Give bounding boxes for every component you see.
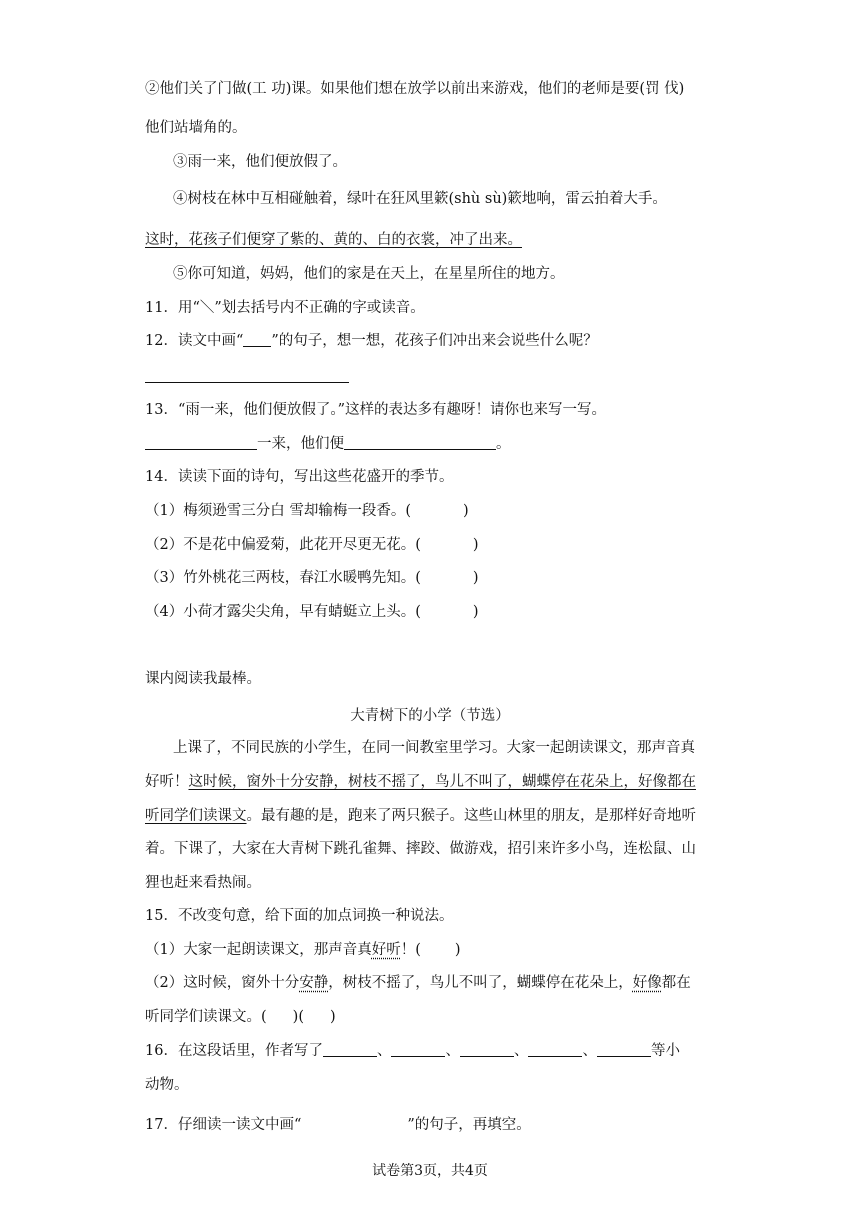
passage-2-line-4: 着。下课了，大家在大青树下跳孔雀舞、摔跤、做游戏，招引来许多小鸟，连松鼠、山 xyxy=(145,841,696,857)
answer-blank[interactable] xyxy=(323,1042,377,1057)
text-fragment: ，树枝不摇了，鸟儿不叫了，蝴蝶停在花朵上， xyxy=(328,975,633,991)
poem-line: （2）不是花中偏爱菊，此花开尽更无花。( xyxy=(145,537,421,553)
text-fragment: （2）这时候，窗外十分 xyxy=(145,975,300,991)
question-15-item-2-line-1 xyxy=(145,972,720,994)
question-12-prefix: 12．读文中画“ xyxy=(145,333,244,349)
answer-blank[interactable] xyxy=(145,368,349,383)
question-15-item-1 xyxy=(145,939,720,961)
question-15: 15．不改变句意，给下面的加点词换一种说法。 xyxy=(145,908,454,924)
question-11: 11．用“＼”划去括号内不正确的字或读音。 xyxy=(145,300,425,316)
underlined-sentence: 这时候，窗外十分安静，树枝不摇了，鸟儿不叫了，蝴蝶停在花朵上，好像都在 xyxy=(188,774,696,790)
answer-blank[interactable] xyxy=(528,1042,582,1057)
close-paren: ) xyxy=(472,604,479,620)
question-14-item-4 xyxy=(145,601,720,623)
separator: 、 xyxy=(513,1043,529,1059)
text-fragment: 好听！ xyxy=(145,774,189,790)
passage-title: 大青树下的小学（节选） xyxy=(350,708,510,724)
question-14: 14．读读下面的诗句，写出这些花盛开的季节。 xyxy=(145,469,454,485)
passage-sentence-5: ⑤你可知道，妈妈，他们的家是在天上，在星星所住的地方。 xyxy=(173,266,565,282)
question-16 xyxy=(145,1040,720,1062)
page-footer: 试卷第3页，共4页 xyxy=(372,1163,488,1179)
text-fragment: 听同学们读课文。( xyxy=(145,1009,267,1025)
section-heading: 课内阅读我最棒。 xyxy=(145,671,261,687)
passage-2-line-2 xyxy=(145,771,720,793)
text-fragment: 16．在这段话里，作者写了 xyxy=(145,1043,323,1059)
question-13-end: 。 xyxy=(496,436,511,452)
dotted-word: 好听 xyxy=(371,942,401,958)
close-paren: ) xyxy=(329,1009,336,1025)
text-fragment: 。最有趣的是，跑来了两只猴子。这些山林里的朋友，是那样好奇地听 xyxy=(246,808,696,824)
answer-blank[interactable] xyxy=(460,1042,514,1057)
underline-sample xyxy=(243,332,271,347)
question-17 xyxy=(145,1114,720,1136)
passage-sentence-3: ③雨一来，他们便放假了。 xyxy=(173,154,347,170)
text-fragment: 等小 xyxy=(650,1043,680,1059)
passage-sentence-4-line-1: ④树枝在林中互相碰触着，绿叶在狂风里簌(shù sù)簌地响，雷云拍着大手。 xyxy=(173,191,667,207)
separator: 、 xyxy=(445,1043,460,1059)
poem-line: （4）小荷才露尖尖角，早有蜻蜓立上头。( xyxy=(145,604,421,620)
dotted-word: 安静 xyxy=(299,975,329,991)
underlined-sentence: 这时，花孩子们便穿了紫的、黄的、白的衣裳，冲了出来。 xyxy=(145,232,522,248)
passage-2-line-1: 上课了，不同民族的小学生，在同一间教室里学习。大家一起朗读课文，那声音真 xyxy=(173,740,695,756)
separator: 、 xyxy=(582,1043,597,1059)
answer-blank[interactable] xyxy=(344,435,496,450)
text-fragment: )( xyxy=(292,1009,304,1025)
question-12-answer-line[interactable] xyxy=(145,366,720,388)
separator: 、 xyxy=(376,1043,392,1059)
passage-2-line-5: 狸也赶来看热闹。 xyxy=(145,875,261,891)
answer-blank[interactable] xyxy=(391,1042,445,1057)
answer-blank[interactable] xyxy=(597,1042,651,1057)
close-paren: ) xyxy=(472,537,479,553)
question-14-item-1 xyxy=(145,500,720,522)
text-fragment: （1）大家一起朗读课文，那声音真 xyxy=(145,942,372,958)
poem-line: （1）梅须逊雪三分白 雪却输梅一段香。( xyxy=(145,503,411,519)
question-14-item-3 xyxy=(145,567,720,589)
answer-blank[interactable] xyxy=(145,435,257,450)
dotted-word: 好像 xyxy=(632,975,662,991)
close-paren: ) xyxy=(463,503,469,519)
close-paren: ) xyxy=(472,570,479,586)
question-13: 13．“雨一来，他们便放假了。”这样的表达多有趣呀！请你也来写一写。 xyxy=(145,402,607,418)
question-16-line-2: 动物。 xyxy=(145,1077,189,1093)
text-fragment: ”的句子，再填空。 xyxy=(407,1117,531,1133)
question-12 xyxy=(145,330,720,352)
text-fragment: 都在 xyxy=(661,975,691,991)
passage-sentence-2-line-2: 他们站墙角的。 xyxy=(145,120,247,136)
poem-line: （3）竹外桃花三两枝，春江水暖鸭先知。( xyxy=(145,570,421,586)
question-13-mid: 一来，他们便 xyxy=(257,436,344,452)
question-14-item-2 xyxy=(145,534,720,556)
question-12-suffix: ”的句子，想一想，花孩子们冲出来会说些什么呢？ xyxy=(271,333,598,349)
passage-2-line-3 xyxy=(145,805,720,827)
question-15-item-2-line-2 xyxy=(145,1006,720,1028)
passage-sentence-2-line-1: ②他们关了门做(工 功)课。如果他们想在放学以前出来游戏，他们的老师是要(罚 伐) xyxy=(145,81,685,97)
question-13-fill xyxy=(145,433,720,455)
underlined-sentence: 听同学们读课文 xyxy=(145,808,247,824)
text-fragment: ！( xyxy=(400,942,421,958)
text-fragment: 17．仔细读一读文中画“ xyxy=(145,1117,302,1133)
passage-sentence-4-line-2 xyxy=(145,229,720,251)
close-paren: ) xyxy=(454,942,461,958)
